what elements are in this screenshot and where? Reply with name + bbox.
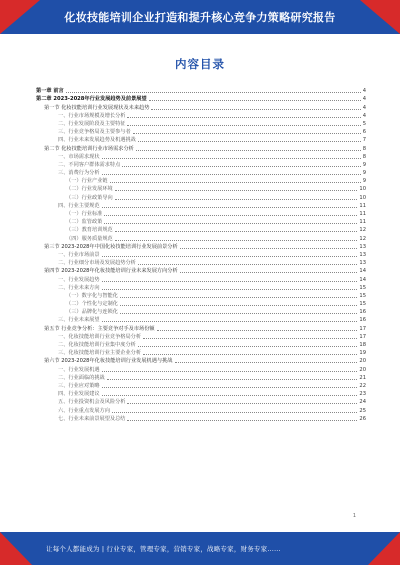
toc-entry-page: 12 <box>359 235 366 242</box>
toc-entry-page: 15 <box>359 284 366 291</box>
toc-entry-label: 七、行业未来前景展望及总结 <box>58 415 126 422</box>
toc-entry[interactable] <box>36 127 366 135</box>
toc-entry[interactable] <box>36 119 366 127</box>
toc-entry[interactable] <box>36 242 366 250</box>
toc-entry-label: 第一节 化妆技能培训行业发展现状及未来趋势 <box>44 104 150 111</box>
toc-entry-label: 二、行业未来方向 <box>58 284 100 291</box>
toc-entry[interactable] <box>36 111 366 119</box>
toc-entry-page: 9 <box>362 170 366 177</box>
toc-entry-page: 9 <box>362 178 366 185</box>
toc-entry-page: 16 <box>359 317 366 324</box>
toc-entry-label: （一）数字化与智能化 <box>66 292 118 299</box>
toc-leader-dots <box>120 305 358 306</box>
table-of-contents <box>36 86 366 422</box>
footer-red-accent-left <box>0 532 32 565</box>
header-red-accent-left <box>0 0 40 34</box>
toc-leader-dots <box>102 387 358 388</box>
toc-entry-label: 三、行业应对策略 <box>58 382 100 389</box>
toc-entry[interactable] <box>36 233 366 241</box>
toc-entry[interactable] <box>36 266 366 274</box>
toc-entry-page: 12 <box>359 227 366 234</box>
toc-leader-dots <box>136 150 361 151</box>
toc-entry-label: 二、行业发展阶段及主要特征 <box>58 120 126 127</box>
toc-leader-dots <box>112 412 358 413</box>
toc-entry-page: 24 <box>359 399 366 406</box>
toc-entry-page: 5 <box>362 120 366 127</box>
toc-entry-page: 20 <box>359 366 366 373</box>
toc-entry[interactable] <box>36 315 366 323</box>
toc-leader-dots <box>102 174 361 175</box>
toc-entry-page: 20 <box>359 358 366 365</box>
toc-leader-dots <box>138 264 358 265</box>
toc-entry-page: 15 <box>359 292 366 299</box>
toc-leader-dots <box>138 346 358 347</box>
toc-entry-label: 一、行业发展机遇 <box>58 366 100 373</box>
toc-entry-label: 第五节 行业竞争分析：主要竞争对手及市场份额 <box>44 325 155 332</box>
footer-red-accent-right <box>368 532 400 565</box>
toc-entry-page: 10 <box>359 194 366 201</box>
toc-entry-label: 一、化妆技能培训行业竞争格局分析 <box>58 333 142 340</box>
header-red-accent-right <box>360 0 400 34</box>
toc-entry-label: 三、化妆技能培训行业主要企业分析 <box>58 350 142 357</box>
toc-entry-page: 6 <box>362 129 366 136</box>
toc-entry-page: 18 <box>359 342 366 348</box>
toc-leader-dots <box>115 240 358 241</box>
toc-entry[interactable] <box>36 373 366 381</box>
toc-entry-page: 4 <box>362 112 366 119</box>
toc-entry[interactable] <box>36 299 366 307</box>
toc-entry-label: （一）行业标准 <box>66 211 103 217</box>
toc-entry-page: 8 <box>362 153 366 160</box>
toc-entry[interactable] <box>36 348 366 356</box>
toc-entry-label: 三、行业未来展望 <box>58 317 100 324</box>
toc-leader-dots <box>115 231 358 232</box>
toc-entry[interactable] <box>36 86 366 94</box>
toc-entry-label: 一、市场需求现状 <box>58 153 100 160</box>
toc-entry-label: （四）服务质量规范 <box>66 235 113 242</box>
page-number: 1 <box>352 513 356 519</box>
toc-entry[interactable] <box>36 192 366 200</box>
header-bar <box>0 0 400 34</box>
toc-entry[interactable] <box>36 332 366 340</box>
toc-entry-page: 17 <box>359 333 366 340</box>
toc-leader-dots <box>127 403 357 404</box>
toc-entry[interactable] <box>36 258 366 266</box>
toc-entry-page: 23 <box>359 391 366 398</box>
toc-entry-page: 11 <box>359 219 366 226</box>
toc-entry-page: 4 <box>362 96 366 103</box>
toc-entry[interactable] <box>36 323 366 331</box>
toc-leader-dots <box>127 117 360 118</box>
toc-entry-label: 四、行业主要规范 <box>58 202 100 209</box>
toc-leader-dots <box>104 215 357 216</box>
toc-entry[interactable] <box>36 209 366 217</box>
toc-entry-label: 第四节 2023-2028年化妆技能培训行业未来发展方向分析 <box>44 268 178 275</box>
toc-entry[interactable] <box>36 250 366 258</box>
toc-entry-page: 17 <box>359 325 366 332</box>
toc-entry-page: 13 <box>359 260 366 267</box>
toc-entry[interactable] <box>36 381 366 389</box>
toc-leader-dots <box>102 289 358 290</box>
toc-leader-dots <box>120 297 358 298</box>
toc-entry[interactable] <box>36 389 366 397</box>
footer-bar <box>0 532 400 565</box>
toc-leader-dots <box>115 199 358 200</box>
toc-leader-dots <box>180 272 358 273</box>
toc-entry-label: 二、不同客户群体需求特点 <box>58 161 121 168</box>
toc-entry-page: 21 <box>359 374 366 381</box>
toc-entry[interactable] <box>36 283 366 291</box>
toc-entry-label: 第一章 前言 <box>36 88 64 95</box>
toc-entry[interactable] <box>36 356 366 364</box>
toc-entry-label: 六、行业重点发展方向 <box>58 407 110 414</box>
toc-entry-label: 第二章 2023-2028年行业发展趋势及前景展望 <box>36 96 147 103</box>
toc-entry-page: 25 <box>359 407 366 414</box>
toc-entry-label: （一）行业产业链 <box>66 178 108 185</box>
toc-entry-label: 三、消费行为分析 <box>58 170 100 177</box>
toc-entry-page: 13 <box>359 251 366 258</box>
toc-entry-page: 11 <box>359 202 366 209</box>
toc-entry[interactable] <box>36 152 366 160</box>
toc-entry-page: 22 <box>359 382 366 389</box>
toc-leader-dots <box>102 371 358 372</box>
toc-leader-dots <box>102 256 358 257</box>
toc-entry-label: 二、化妆技能培训行业集中度分析 <box>58 342 136 348</box>
toc-leader-dots <box>175 362 358 363</box>
toc-entry[interactable] <box>36 307 366 315</box>
toc-entry[interactable] <box>36 414 366 422</box>
toc-leader-dots <box>180 248 358 249</box>
toc-entry[interactable] <box>36 291 366 299</box>
report-title: 化妆技能培训企业打造和提升核心竞争力策略研究报告 <box>64 11 336 24</box>
toc-entry-page: 14 <box>359 276 366 283</box>
toc-entry[interactable] <box>36 397 366 405</box>
toc-entry-label: 五、行业投资机会及风险分析 <box>58 399 126 406</box>
toc-entry[interactable] <box>36 94 366 102</box>
toc-entry-page: 9 <box>362 161 366 168</box>
toc-entry-label: 第三节 2023-2028年中国化妆技能培训行业发展前景分析 <box>44 243 178 250</box>
toc-heading: 内容目录 <box>175 57 225 71</box>
toc-entry-label: （二）监管政策 <box>66 219 103 226</box>
toc-leader-dots <box>157 330 358 331</box>
toc-entry-page: 10 <box>359 186 366 193</box>
toc-leader-dots <box>151 109 360 110</box>
toc-entry-label: 四、行业发展建议 <box>58 391 100 398</box>
toc-leader-dots <box>127 125 360 126</box>
toc-entry-page: 15 <box>359 301 366 308</box>
toc-entry[interactable] <box>36 168 366 176</box>
toc-entry-page: 13 <box>359 243 366 250</box>
toc-entry-label: （三）品牌化与连锁化 <box>66 309 118 316</box>
toc-entry[interactable] <box>36 225 366 233</box>
toc-entry[interactable] <box>36 364 366 372</box>
toc-entry[interactable] <box>36 340 366 348</box>
toc-leader-dots <box>110 182 361 183</box>
toc-entry-page: 14 <box>359 268 366 275</box>
toc-entry-page: 8 <box>362 145 366 152</box>
toc-entry[interactable] <box>36 184 366 192</box>
toc-leader-dots <box>107 379 358 380</box>
toc-leader-dots <box>138 141 361 142</box>
toc-entry-page: 26 <box>359 415 366 422</box>
toc-entry[interactable] <box>36 102 366 110</box>
toc-leader-dots <box>102 281 358 282</box>
footer-slogan: 让每个人都能成为 | 行业专家，管理专家，营销专家，战略专家，财务专家…… <box>46 545 281 553</box>
toc-entry[interactable] <box>36 201 366 209</box>
toc-entry-label: 三、行业竞争格局及主要参与者 <box>58 129 131 136</box>
toc-entry-label: 一、行业市场前景 <box>58 251 100 258</box>
toc-entry-page: 16 <box>359 309 366 316</box>
toc-entry-label: 第二节 化妆技能培训行业市场需求分析 <box>44 145 134 152</box>
toc-entry-label: 一、行业发展趋势 <box>58 276 100 283</box>
toc-entry-page: 7 <box>362 137 366 144</box>
toc-entry-label: 一、行业市场规模及增长分析 <box>58 112 126 119</box>
toc-leader-dots <box>143 354 357 355</box>
toc-entry[interactable] <box>36 274 366 282</box>
toc-entry-page: 11 <box>359 211 366 217</box>
toc-entry-label: 二、行业细分市场及发展趋势分析 <box>58 260 136 267</box>
toc-leader-dots <box>102 395 358 396</box>
toc-leader-dots <box>104 223 357 224</box>
toc-entry-page: 4 <box>362 88 366 95</box>
toc-leader-dots <box>115 190 358 191</box>
toc-entry-label: （三）行业政策导向 <box>66 194 113 201</box>
toc-entry[interactable] <box>36 405 366 413</box>
toc-leader-dots <box>66 92 361 93</box>
toc-entry[interactable] <box>36 135 366 143</box>
toc-entry-label: 二、行业面临的挑战 <box>58 374 105 381</box>
toc-leader-dots <box>122 166 360 167</box>
toc-entry[interactable] <box>36 176 366 184</box>
toc-entry-page: 19 <box>359 350 366 357</box>
toc-leader-dots <box>133 133 361 134</box>
toc-leader-dots <box>120 313 358 314</box>
toc-leader-dots <box>149 100 361 101</box>
toc-leader-dots <box>102 207 358 208</box>
toc-leader-dots <box>102 321 358 322</box>
toc-entry[interactable] <box>36 143 366 151</box>
toc-entry-page: 4 <box>362 104 366 111</box>
toc-entry-label: （二）个性化与定制化 <box>66 301 118 308</box>
toc-entry[interactable] <box>36 160 366 168</box>
toc-entry-label: （二）行业发展环境 <box>66 186 113 193</box>
toc-entry-label: （三）教育培训规范 <box>66 227 113 234</box>
toc-entry-label: 四、行业未来发展趋势及机遇挑战 <box>58 137 136 144</box>
toc-leader-dots <box>143 338 357 339</box>
toc-leader-dots <box>127 420 357 421</box>
toc-entry[interactable] <box>36 217 366 225</box>
toc-leader-dots <box>102 158 361 159</box>
toc-entry-label: 第六节 2023-2028年化妆技能培训行业发展机遇与挑战 <box>44 358 173 365</box>
